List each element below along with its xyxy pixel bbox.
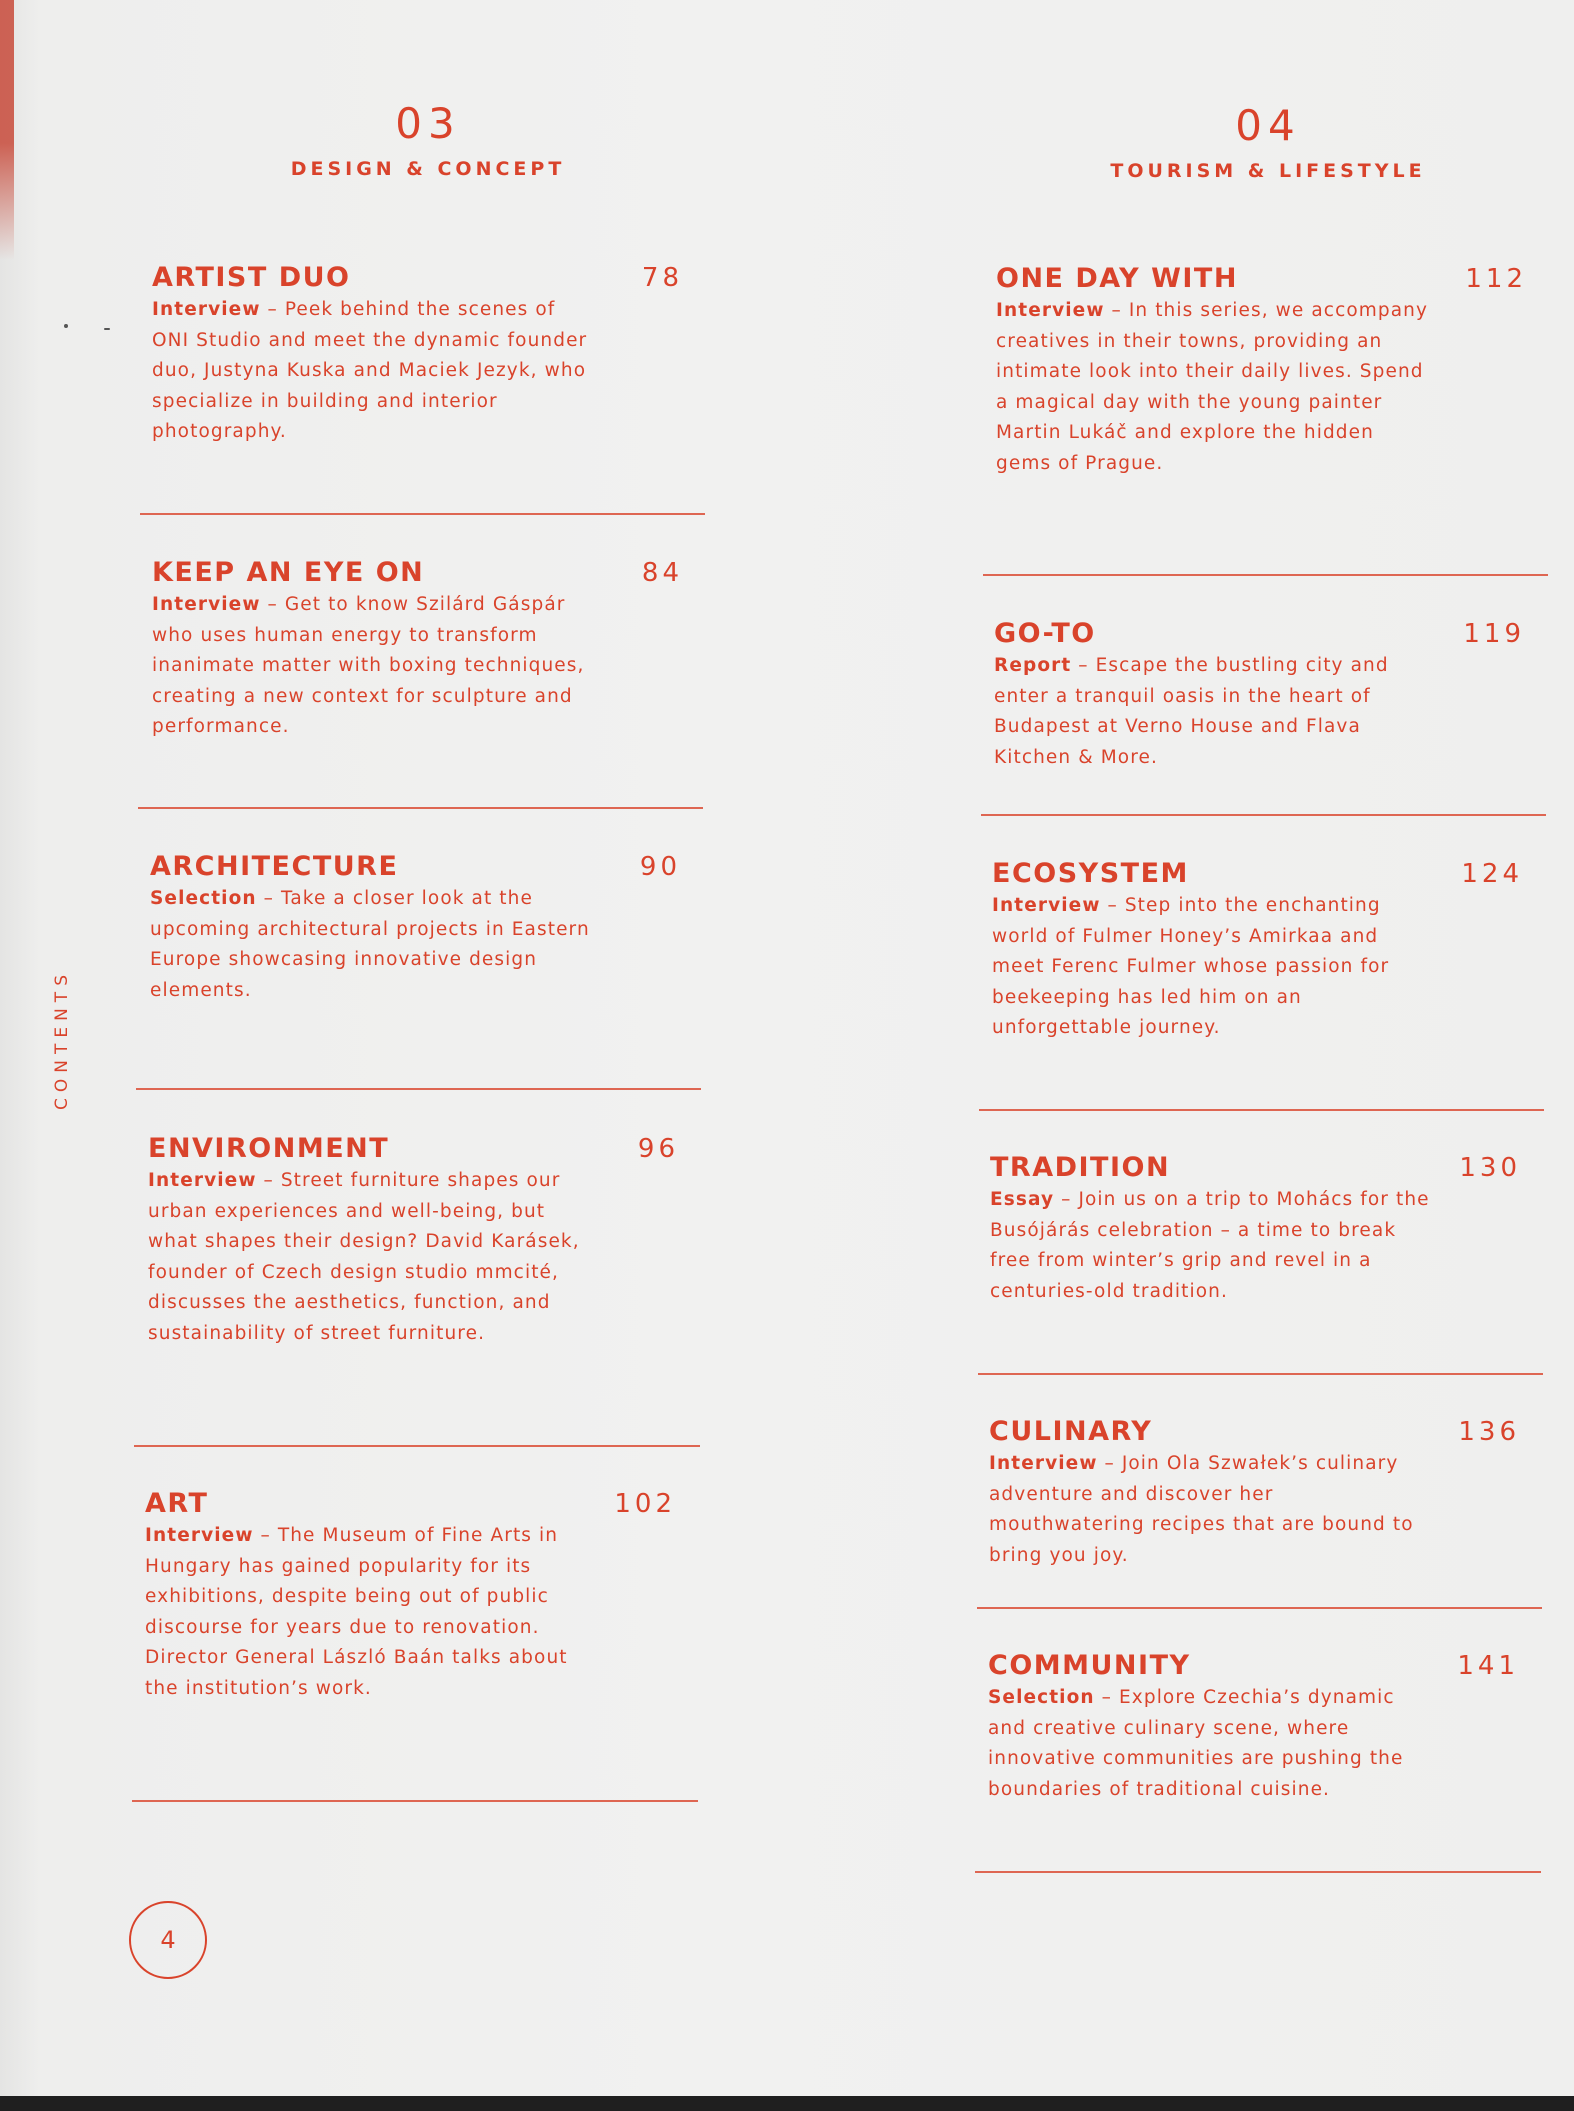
- entry-page-number: 78: [641, 263, 683, 293]
- entry-description: [992, 891, 1432, 1044]
- entry-title: ART: [145, 1488, 209, 1519]
- divider: [977, 1607, 1542, 1609]
- entry-title: ENVIRONMENT: [148, 1133, 390, 1164]
- toc-entry[interactable]: [996, 262, 1541, 479]
- entry-title: CULINARY: [989, 1416, 1153, 1447]
- entry-text: – Take a closer look at the upcoming architectural projects in Eastern Europe showcasing innovative design elements.: [150, 888, 590, 1001]
- entry-kind: Interview: [989, 1453, 1098, 1474]
- entry-description: [152, 295, 592, 448]
- entry-kind: Essay: [990, 1189, 1055, 1210]
- entry-kind: Interview: [152, 299, 261, 320]
- scan-speck: [64, 324, 68, 328]
- entry-title: COMMUNITY: [988, 1650, 1191, 1681]
- entry-page-number: 136: [1458, 1417, 1520, 1447]
- entry-description: [145, 1521, 585, 1704]
- entry-text: – Step into the enchanting world of Fulmer Honey’s Amirkaa and meet Ferenc Fulmer whose passion for beekeeping has led him on an unforgettable journey.: [992, 895, 1390, 1038]
- entry-page-number: 119: [1463, 619, 1525, 649]
- entry-page-number: 112: [1465, 264, 1527, 294]
- entry-page-number: 124: [1461, 859, 1523, 889]
- divider: [136, 1088, 701, 1090]
- section-header-04: [1068, 102, 1468, 182]
- page-number-badge: 4: [129, 1901, 207, 1979]
- entry-description: [148, 1166, 588, 1349]
- entry-page-number: 90: [639, 852, 681, 882]
- entry-description: [989, 1449, 1429, 1571]
- entry-kind: Interview: [145, 1525, 254, 1546]
- toc-entry[interactable]: [152, 261, 697, 448]
- entry-kind: Interview: [148, 1170, 257, 1191]
- entry-description: [150, 884, 590, 1006]
- toc-entry[interactable]: [145, 1487, 690, 1704]
- page-edge-shadow: [0, 0, 14, 260]
- toc-entry[interactable]: [989, 1415, 1534, 1571]
- divider: [983, 574, 1548, 576]
- section-title: TOURISM & LIFESTYLE: [1110, 160, 1426, 182]
- toc-entry[interactable]: [992, 857, 1537, 1044]
- entry-title: KEEP AN EYE ON: [152, 557, 425, 588]
- section-number: 04: [1235, 101, 1301, 150]
- entry-page-number: 96: [637, 1134, 679, 1164]
- divider: [138, 807, 703, 809]
- entry-title: ONE DAY WITH: [996, 263, 1238, 294]
- divider: [140, 513, 705, 515]
- entry-page-number: 102: [614, 1489, 676, 1519]
- entry-title: ARTIST DUO: [152, 262, 351, 293]
- divider: [132, 1800, 698, 1802]
- toc-entry[interactable]: [152, 556, 697, 743]
- divider: [134, 1445, 700, 1447]
- entry-text: – Escape the bustling city and enter a tranquil oasis in the heart of Budapest at Verno House and Flava Kitchen & More.: [994, 655, 1389, 768]
- entry-text: – Street furniture shapes our urban experiences and well-being, but what shapes their design? David Karásek, founder of Czech design studio mmcité, discusses the aesthetics, function, and sustainability of street furniture.: [148, 1170, 580, 1344]
- entry-kind: Selection: [150, 888, 257, 909]
- entry-description: [990, 1185, 1430, 1307]
- entry-text: – Get to know Szilárd Gáspár who uses human energy to transform inanimate matter with boxing techniques, creating a new context for sculpture and performance.: [152, 594, 585, 737]
- entry-title: ARCHITECTURE: [150, 851, 399, 882]
- entry-text: – The Museum of Fine Arts in Hungary has gained popularity for its exhibitions, despite being out of public discourse for years due to renovation. Director General László Baán talks about the institution’s work.: [145, 1525, 568, 1699]
- scan-speck: [104, 328, 110, 330]
- entry-text: – Explore Czechia’s dynamic and creative culinary scene, where innovative communities are pushing the boundaries of traditional cuisine.: [988, 1687, 1404, 1800]
- section-number: 03: [395, 99, 461, 148]
- toc-entry[interactable]: [148, 1132, 693, 1349]
- toc-entry[interactable]: [990, 1151, 1535, 1307]
- entry-text: – In this series, we accompany creatives in their towns, providing an intimate look into their daily lives. Spend a magical day with the young painter Martin Lukáč and explore the hidden gems of Prague.: [996, 300, 1429, 474]
- entry-title: GO-TO: [994, 618, 1096, 649]
- entry-text: – Join Ola Szwałek’s culinary adventure and discover her mouthwatering recipes that are bound to bring you joy.: [989, 1453, 1414, 1566]
- entry-description: [152, 590, 592, 743]
- entry-description: [994, 651, 1434, 773]
- toc-entry[interactable]: [150, 850, 695, 1006]
- divider: [975, 1871, 1541, 1873]
- entry-kind: Interview: [152, 594, 261, 615]
- entry-kind: Report: [994, 655, 1072, 676]
- entry-page-number: 130: [1459, 1153, 1521, 1183]
- toc-entry[interactable]: [988, 1649, 1533, 1805]
- entry-kind: Interview: [992, 895, 1101, 916]
- entry-kind: Interview: [996, 300, 1105, 321]
- divider: [978, 1373, 1543, 1375]
- entry-title: TRADITION: [990, 1152, 1171, 1183]
- entry-description: [988, 1683, 1428, 1805]
- section-title: DESIGN & CONCEPT: [290, 158, 566, 180]
- scan-bottom-edge: [0, 2096, 1574, 2111]
- entry-text: – Peek behind the scenes of ONI Studio and meet the dynamic founder duo, Justyna Kuska and Maciek Jezyk, who specialize in building and interior photography.: [152, 299, 588, 442]
- divider: [981, 814, 1546, 816]
- contents-side-label: CONTENTS: [52, 969, 72, 1110]
- divider: [979, 1109, 1544, 1111]
- entry-kind: Selection: [988, 1687, 1095, 1708]
- entry-text: – Join us on a trip to Mohács for the Busójárás celebration – a time to break free from winter’s grip and revel in a centuries-old tradition.: [990, 1189, 1430, 1302]
- entry-page-number: 84: [641, 558, 683, 588]
- toc-entry[interactable]: [994, 617, 1539, 773]
- entry-page-number: 141: [1457, 1651, 1519, 1681]
- entry-description: [996, 296, 1436, 479]
- entry-title: ECOSYSTEM: [992, 858, 1189, 889]
- section-header-03: [228, 100, 628, 180]
